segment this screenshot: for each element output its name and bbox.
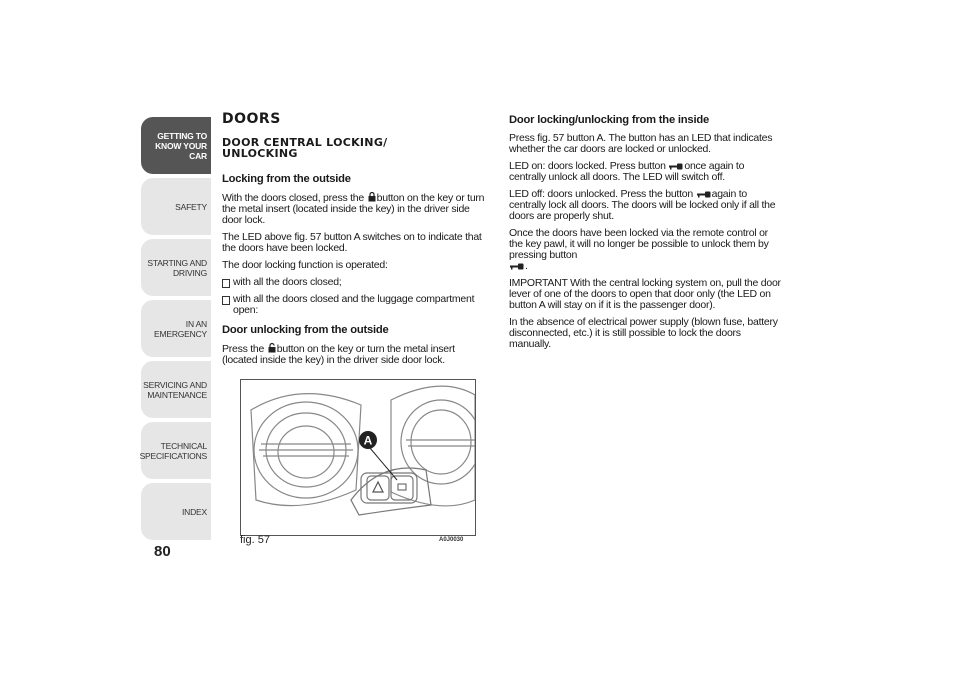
bullet-box-icon: [222, 296, 230, 305]
heading-locking-outside: Locking from the outside: [222, 173, 351, 185]
section-title: DOORS: [222, 111, 281, 127]
paragraph: In the absence of electrical power supply (blown fuse, battery disconnected, etc.) it is still possible to lock the doors manually.: [509, 316, 778, 350]
paragraph: With the doors closed, press the button on the key or turn the metal insert (located inside the key) in the driver side door lock.: [222, 192, 485, 226]
paragraph: IMPORTANT With the central locking system on, pull the door lever of one of the doors to open that door only (the LED on button A will stay on if it is the passenger door).: [509, 277, 781, 311]
tab-in-an-emergency[interactable]: IN AN EMERGENCY: [141, 300, 211, 357]
list-item: with all the doors closed and the luggage compartment open:: [222, 294, 490, 316]
paragraph: Press fig. 57 button A. The button has an LED that indicates whether the car doors are locked or unlocked.: [509, 132, 773, 155]
tab-index[interactable]: INDEX: [141, 483, 211, 540]
chapter-sidebar: [141, 117, 211, 544]
paragraph: LED on: doors locked. Press button once again to centrally unlock all doors. The LED will switch off.: [509, 160, 745, 183]
list-item: with all the doors closed;: [222, 277, 490, 288]
tab-servicing-and-maintenance[interactable]: SERVICING AND MAINTENANCE: [141, 361, 211, 418]
tab-safety[interactable]: SAFETY: [141, 178, 211, 235]
tab-technical-specifications[interactable]: TECHNICAL SPECIFICATIONS: [141, 422, 211, 479]
subsection-title: DOOR CENTRAL LOCKING/ UNLOCKING: [222, 136, 388, 160]
callout-a-label: A: [363, 433, 373, 448]
heading-unlocking-outside: Door unlocking from the outside: [222, 324, 389, 336]
key-icon: [697, 191, 711, 198]
paragraph: Once the doors have been locked via the remote control or the key pawl, it will no longer be possible to unlock them by pressing button .: [509, 227, 769, 272]
paragraph: The door locking function is operated:: [222, 259, 388, 271]
figure-code: A0J0030: [439, 537, 464, 543]
right-column: [509, 114, 781, 356]
paragraph: Press the button on the key or turn the metal insert (located inside the key) in the driver side door lock.: [222, 343, 455, 366]
figure-door-lock-button: [240, 379, 476, 536]
tab-getting-to-know-your-car[interactable]: GETTING TO KNOW YOUR CAR: [141, 117, 211, 174]
tab-starting-and-driving[interactable]: STARTING AND DRIVING: [141, 239, 211, 296]
paragraph: The LED above fig. 57 button A switches on to indicate that the doors have been locked.: [222, 231, 482, 254]
key-icon: [669, 163, 683, 170]
dashboard-illustration: [241, 380, 475, 535]
padlock-icon: [368, 192, 376, 202]
padlock-open-icon: [268, 343, 276, 353]
key-icon: [510, 263, 524, 270]
paragraph: LED off: doors unlocked. Press the button again to centrally lock all doors. The doors will be locked only if all the doors are properly shut.: [509, 188, 776, 222]
bullet-box-icon: [222, 279, 230, 288]
page-number: 80: [154, 543, 171, 560]
heading-locking-inside: Door locking/unlocking from the inside: [509, 114, 710, 126]
left-column: [222, 111, 490, 372]
figure-caption: fig. 57: [240, 534, 270, 546]
